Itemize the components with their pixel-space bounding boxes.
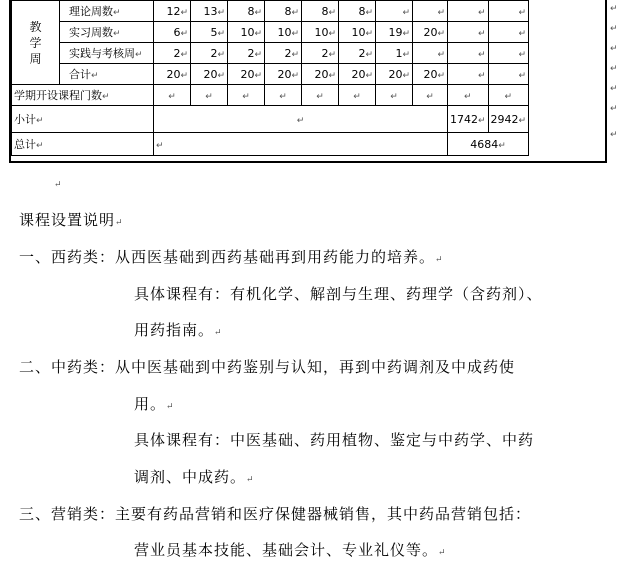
- group-label-cell: 教 学 周: [12, 1, 60, 85]
- table-row: [12, 85, 529, 106]
- table-cell: ↵: [413, 43, 448, 64]
- table-cell: ↵: [376, 1, 413, 22]
- table-cell: 20↵: [191, 64, 228, 85]
- row-label: 合计↵: [60, 64, 154, 85]
- table-cell: 2↵: [339, 43, 376, 64]
- table-row: [12, 106, 529, 133]
- total-value: 4684↵: [448, 133, 529, 156]
- row-end-mark: ↵: [610, 64, 618, 74]
- row-end-mark: ↵: [610, 44, 618, 54]
- table-cell: 20↵: [413, 64, 448, 85]
- table-cell: 2↵: [154, 43, 191, 64]
- row-end-mark: ↵: [610, 104, 618, 114]
- table-cell: 13↵: [191, 1, 228, 22]
- table-row: [12, 1, 529, 22]
- table-cell: 20↵: [228, 64, 265, 85]
- table-cell: ↵: [448, 85, 489, 106]
- table-cell: 10↵: [228, 22, 265, 43]
- row-label: 实习周数↵: [60, 22, 154, 43]
- total-span-cell: ↵: [154, 133, 448, 156]
- table-cell: 20↵: [154, 64, 191, 85]
- table-cell: ↵: [488, 43, 529, 64]
- section-2-line-cont: 用。↵: [134, 395, 175, 413]
- table-cell: 19↵: [376, 22, 413, 43]
- table-cell: ↵: [448, 1, 489, 22]
- table-cell: 5↵: [191, 22, 228, 43]
- table-row: [12, 133, 529, 156]
- table-row: [12, 64, 529, 85]
- table-cell: ↵: [448, 43, 489, 64]
- section-1-detail-2: 用药指南。↵: [134, 321, 223, 339]
- table-cell: ↵: [413, 1, 448, 22]
- section-2-detail-1: 具体课程有：中医基础、药用植物、鉴定与中药学、中药: [134, 431, 535, 449]
- row-end-mark: ↵: [610, 24, 618, 34]
- table-cell: 20↵: [265, 64, 302, 85]
- table-cell: 2↵: [228, 43, 265, 64]
- table-row: [12, 22, 529, 43]
- section-1-line: 一、西药类：从西医基础到西药基础再到用药能力的培养。↵: [19, 248, 444, 266]
- table-cell: ↵: [488, 64, 529, 85]
- row-end-mark: ↵: [610, 84, 618, 94]
- table-cell: ↵: [488, 85, 529, 106]
- table-cell: 10↵: [302, 22, 339, 43]
- table-cell: 1↵: [376, 43, 413, 64]
- table-cell: ↵: [154, 85, 191, 106]
- table-cell: 20↵: [376, 64, 413, 85]
- section-1-detail-1: 具体课程有：有机化学、解剖与生理、药理学（含药剂）、: [134, 285, 543, 303]
- table-cell: 8↵: [228, 1, 265, 22]
- table-row: [12, 43, 529, 64]
- total-label: 总计↵: [12, 133, 154, 156]
- section-2-detail-2: 调剂、中成药。↵: [134, 468, 255, 486]
- table-cell: 2↵: [265, 43, 302, 64]
- row-label: 理论周数↵: [60, 1, 154, 22]
- row-end-mark: ↵: [610, 4, 618, 14]
- empty-paragraph: ↵: [54, 180, 63, 190]
- table-cell: 8↵: [339, 1, 376, 22]
- section-3-detail-1: 营业员基本技能、基础会计、专业礼仪等。↵: [134, 541, 447, 559]
- table-cell: 20↵: [302, 64, 339, 85]
- subtotal-label: 小计↵: [12, 106, 154, 133]
- table-cell: 8↵: [302, 1, 339, 22]
- table-cell: ↵: [376, 85, 413, 106]
- table-cell: 2↵: [191, 43, 228, 64]
- subtotal-value: 1742↵: [448, 106, 489, 133]
- table-cell: 20↵: [339, 64, 376, 85]
- table-cell: ↵: [302, 85, 339, 106]
- table-cell: ↵: [228, 85, 265, 106]
- table-cell: 10↵: [265, 22, 302, 43]
- teaching-plan-table: [11, 0, 529, 156]
- table-cell: ↵: [448, 22, 489, 43]
- section-heading: 课程设置说明↵: [19, 211, 124, 229]
- table-cell: ↵: [413, 85, 448, 106]
- section-3-line: 三、营销类：主要有药品营销和医疗保健器械销售，其中药品营销包括：: [19, 505, 532, 523]
- table-cell: ↵: [265, 85, 302, 106]
- row-label: 学期开设课程门数↵: [12, 85, 154, 106]
- table-cell: ↵: [448, 64, 489, 85]
- table-cell: 6↵: [154, 22, 191, 43]
- table-cell: 8↵: [265, 1, 302, 22]
- row-end-mark: ↵: [610, 130, 618, 140]
- table-cell: 12↵: [154, 1, 191, 22]
- table-cell: ↵: [488, 22, 529, 43]
- table-cell: 2↵: [302, 43, 339, 64]
- subtotal-span-cell: ↵: [154, 106, 448, 133]
- table-cell: ↵: [339, 85, 376, 106]
- row-label: 实践与考核周↵: [60, 43, 154, 64]
- table-cell: 10↵: [339, 22, 376, 43]
- table-cell: ↵: [488, 1, 529, 22]
- table-cell: ↵: [191, 85, 228, 106]
- table-cell: 20↵: [413, 22, 448, 43]
- section-2-line: 二、中药类：从中医基础到中药鉴别与认知，再到中药调剂及中成药使: [19, 358, 516, 376]
- subtotal-value: 2942↵: [488, 106, 529, 133]
